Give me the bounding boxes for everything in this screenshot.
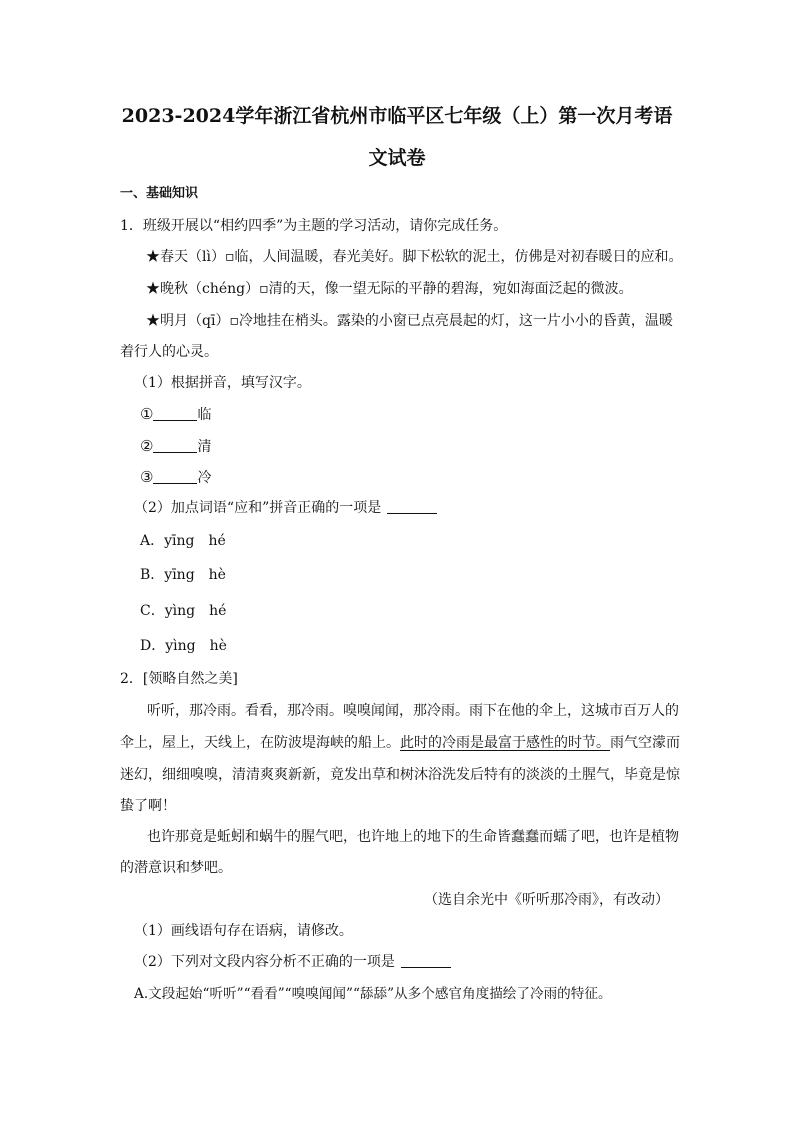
- q2-sub2: [134, 952, 451, 972]
- q1-sub2-text: （2）加点词语“应和”拼音正确的一项是: [134, 500, 382, 516]
- q2-passage-line-4: 蛰了啊！: [120, 798, 176, 814]
- blank-char: 冷: [197, 470, 212, 486]
- q1-blank-2: [140, 436, 211, 457]
- q2-passage-line-1: 听听，那冷雨。看看，那冷雨。嗅嗅闻闻，那冷雨。雨下在他的伞上，这城市百万人的: [147, 703, 679, 719]
- q2-stem: 2．[领略自然之美]: [120, 671, 238, 687]
- blank-char: 清: [197, 439, 212, 455]
- answer-blank[interactable]: [153, 469, 197, 484]
- page-title-line-1: 2023-2024学年浙江省杭州市临平区七年级（上）第一次月考语: [121, 105, 673, 127]
- q2-sub2-text: （2）下列对文段内容分析不正确的一项是: [134, 954, 395, 970]
- passage-text: 伞上，屋上，天线上，在防波堤海峡的船上。: [120, 735, 400, 751]
- q2-option-a: A.文段起始“听听”“看看”“嗅嗅闻闻”“舔舔”从多个感官角度描绘了冷雨的特征。: [134, 986, 612, 1002]
- q2-passage-line-5: 也许那竟是蚯蚓和蜗牛的腥气吧，也许地上的地下的生命皆蠢蠢而蠕了吧，也许是植物: [147, 829, 679, 845]
- q1-option-a: A．yīng hé: [140, 533, 226, 549]
- q1-option-d: D．yìng hè: [140, 638, 227, 654]
- blank-number: ②: [140, 437, 154, 455]
- q1-option-c: C．yìng hé: [140, 603, 227, 619]
- q1-blank-3: [140, 467, 211, 488]
- answer-blank[interactable]: [387, 499, 437, 514]
- page-title-line-2: 文试卷: [368, 147, 426, 169]
- blank-char: 临: [197, 407, 212, 423]
- blank-number: ③: [140, 468, 154, 486]
- q1-sub2: [134, 498, 437, 518]
- blank-number: ①: [140, 405, 154, 423]
- q2-passage-line-2: [120, 733, 680, 753]
- underlined-sentence: 此时的冷雨是最富于感性的时节。: [400, 735, 610, 751]
- answer-blank[interactable]: [153, 438, 197, 453]
- answer-blank[interactable]: [153, 406, 197, 421]
- q2-passage-line-6: 的潜意识和梦吧。: [120, 860, 232, 876]
- q1-blank-1: [140, 404, 211, 425]
- q2-sub1: （1）画线语句存在语病，请修改。: [134, 923, 353, 939]
- q1-text-spring: ★春天（lì）▫临，人间温暖，春光美好。脚下松软的泥土，仿佛是对初春暖日的应和。: [146, 249, 683, 265]
- passage-text: 雨气空濛而: [610, 735, 680, 751]
- q1-text-moon: ★明月（qī）▫冷地挂在梢头。露染的小窗已点亮晨起的灯，这一片小小的昏黄，温暖: [146, 313, 673, 329]
- answer-blank[interactable]: [401, 953, 451, 968]
- q1-sub1: （1）根据拼音，填写汉字。: [134, 375, 311, 391]
- q2-passage-line-3: 迷幻，细细嗅嗅，清清爽爽新新，竟发出草和树沐浴洗发后特有的淡淡的土腥气，毕竟是惊: [120, 767, 680, 783]
- q1-text-moon-cont: 着行人的心灵。: [120, 344, 218, 360]
- q1-option-b: B．yīng hè: [140, 567, 226, 583]
- section-heading: 一、基础知识: [120, 186, 199, 201]
- q2-source: （选自余光中《听听那冷雨》，有改动）: [424, 892, 669, 908]
- q1-stem: 1．班级开展以“相约四季”为主题的学习活动，请你完成任务。: [120, 218, 508, 234]
- q1-text-autumn: ★晚秋（chéng）▫清的天，像一望无际的平静的碧海，宛如海面泛起的微波。: [146, 281, 633, 297]
